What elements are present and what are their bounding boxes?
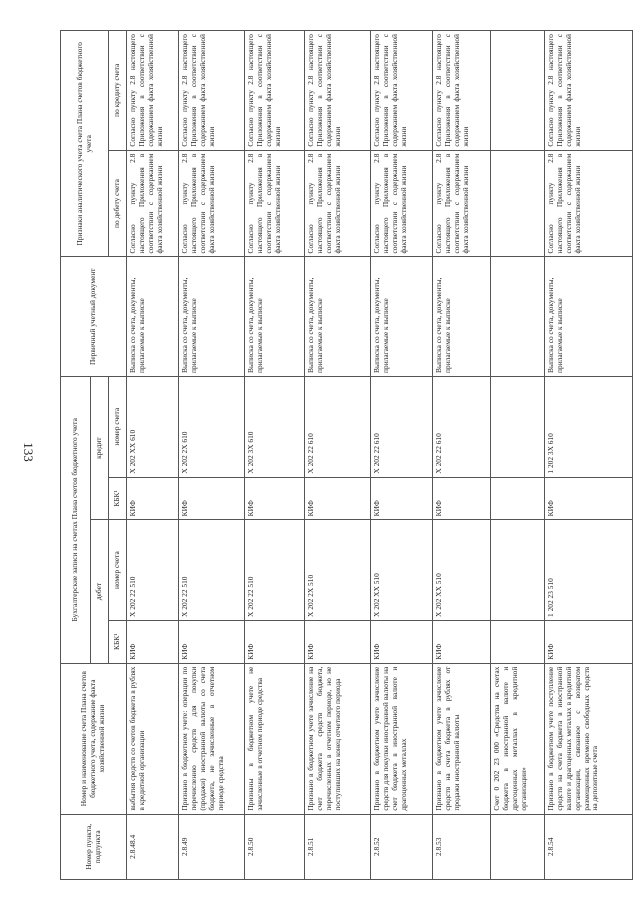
header-credit: кредит [91, 376, 109, 519]
credit-kbk [491, 477, 545, 520]
header-number: Номер пункта, подпункта [61, 814, 127, 879]
debit-kbk: КИФ [305, 620, 371, 663]
analytics-credit: Согласно пункту 2.8 настоящего Приложения в соответствии с содержанием факта хозяйственной жизни [433, 31, 491, 151]
analytics-debit: Согласно пункту 2.8 настоящего Приложения в соответствии с содержанием факта хозяйственной жизни [127, 150, 179, 257]
table-row [179, 31, 245, 880]
rotated-table-region [60, 30, 620, 880]
header-by-debit: по дебету счета [109, 150, 127, 257]
analytics-debit: Согласно пункту 2.8 настоящего Приложения в соответствии с содержанием факта хозяйственной жизни [545, 150, 633, 257]
row-number: 2.8.52 [371, 814, 433, 879]
table-row [127, 31, 179, 880]
table-row [433, 31, 491, 880]
credit-account: Х 202 3Х 610 [245, 376, 305, 477]
page-number: 133 [21, 442, 36, 462]
row-name: Признано в бюджетном учете зачисление средств на счета бюджета в рублях от продажи иностранной валюты [433, 663, 491, 814]
row-name: выбытия средств со счетов бюджета в рублях в кредитной организации [127, 663, 179, 814]
credit-kbk: КИФ [245, 477, 305, 520]
debit-kbk: КИФ [433, 620, 491, 663]
row-name: Признаны в бюджетном учете не зачисленные в отчетном периоде средства [245, 663, 305, 814]
credit-account: Х 202 22 610 [371, 376, 433, 477]
header-debit-kbk: КБК¹ [109, 620, 127, 663]
credit-account: Х 202 2Х 610 [179, 376, 245, 477]
analytics-credit: Согласно пункту 2.8 настоящего Приложения в соответствии с содержанием факта хозяйственной жизни [179, 31, 245, 151]
primary-document: Выписка со счета, документы, прилагаемые к выписке [245, 257, 305, 376]
credit-kbk: КИФ [127, 477, 179, 520]
analytics-debit: Согласно пункту 2.8 настоящего Приложения в соответствии с содержанием факта хозяйственной жизни [305, 150, 371, 257]
header-by-credit: по кредиту счета [109, 31, 127, 151]
analytics-debit: Согласно пункту 2.8 настоящего Приложения в соответствии с содержанием факта хозяйственной жизни [371, 150, 433, 257]
header-document: Первичный учетный документ [61, 257, 127, 376]
row-number: 2.8.54 [545, 814, 633, 879]
debit-kbk: КИФ [179, 620, 245, 663]
row-name: Признано в бюджетном учете поступление средств на счета бюджета в иностранной валюте и драгоценных металлах в кредитной организации, связанное с возвратом размещенных временно свободных средств на депозитные счета [545, 663, 633, 814]
row-number: 2.8.49 [179, 814, 245, 879]
analytics-credit: Согласно пункту 2.8 настоящего Приложения в соответствии с содержанием факта хозяйственной жизни [245, 31, 305, 151]
debit-kbk [491, 620, 545, 663]
table-row [305, 31, 371, 880]
row-name: Признано в бюджетном учете зачисление на счет бюджета средств бюджета, перечисленных в отчетном периоде, но не поступивших на конец отчетного периода [305, 663, 371, 814]
debit-account: Х 202 ХХ 510 [433, 520, 491, 621]
analytics-credit: Согласно пункту 2.8 настоящего Приложения в соответствии с содержанием факта хозяйственной жизни [127, 31, 179, 151]
debit-account: Х 202 22 510 [245, 520, 305, 621]
credit-account [491, 376, 545, 477]
primary-document: Выписка со счета, документы, прилагаемые к выписке [305, 257, 371, 376]
header-debit-account: номер счета [109, 520, 127, 621]
credit-account: Х 202 22 610 [433, 376, 491, 477]
debit-kbk: КИФ [545, 620, 633, 663]
credit-account: Х 202 22 610 [305, 376, 371, 477]
debit-kbk: КИФ [245, 620, 305, 663]
primary-document [491, 257, 545, 376]
primary-document: Выписка со счета, документы, прилагаемые к выписке [433, 257, 491, 376]
row-number [491, 814, 545, 879]
row-name: Счет 0 202 23 000 «Средства на счетах бюджета в иностранной валюте и драгоценных металлах в кредитной организации» [491, 663, 545, 814]
header-name: Номер и наименование счета Плана счетов бюджетного учета, содержание факта хозяйственной жизни [61, 663, 127, 814]
table-row [371, 31, 433, 880]
header-entries: Бухгалтерские записи на счетах Плана счетов бюджетного учета [61, 376, 91, 663]
row-number: 2.8.50 [245, 814, 305, 879]
analytics-credit [491, 31, 545, 151]
credit-kbk: КИФ [371, 477, 433, 520]
table-row [245, 31, 305, 880]
analytics-debit [491, 150, 545, 257]
row-number: 2.8.53 [433, 814, 491, 879]
analytics-debit: Согласно пункту 2.8 настоящего Приложения в соответствии с содержанием факта хозяйственной жизни [245, 150, 305, 257]
header-analytics: Признаки аналитического учета счета Плана счетов бюджетного учета [61, 31, 109, 257]
analytics-debit: Согласно пункту 2.8 настоящего Приложения в соответствии с содержанием факта хозяйственной жизни [433, 150, 491, 257]
credit-kbk: КИФ [305, 477, 371, 520]
analytics-credit: Согласно пункту 2.8 настоящего Приложения в соответствии с содержанием факта хозяйственной жизни [371, 31, 433, 151]
analytics-credit: Согласно пункту 2.8 настоящего Приложения в соответствии с содержанием факта хозяйственной жизни [305, 31, 371, 151]
credit-account: 1 202 3Х 610 [545, 376, 633, 477]
analytics-debit: Согласно пункту 2.8 настоящего Приложения в соответствии с содержанием факта хозяйственной жизни [179, 150, 245, 257]
credit-kbk: КИФ [433, 477, 491, 520]
row-name: Признано в бюджетном учете: операции по перечислению средств для покупки (продажи) иностранной валюты со счета бюджета, не зачисленные в отчетном периоде средства [179, 663, 245, 814]
table-row [491, 31, 545, 880]
accounting-table [60, 30, 633, 880]
header-debit: дебет [91, 520, 109, 663]
debit-account: 1 202 23 510 [545, 520, 633, 621]
debit-account: Х 202 ХХ 510 [371, 520, 433, 621]
credit-kbk: КИФ [545, 477, 633, 520]
row-number: 2.8.51 [305, 814, 371, 879]
header-credit-kbk: КБК¹ [109, 477, 127, 520]
primary-document: Выписка со счета, документы, прилагаемые к выписке [545, 257, 633, 376]
credit-account: Х 202 ХХ 610 [127, 376, 179, 477]
debit-account: Х 202 22 510 [127, 520, 179, 621]
primary-document: Выписка со счета, документы, прилагаемые к выписке [371, 257, 433, 376]
debit-account: Х 202 22 510 [179, 520, 245, 621]
row-number: 2.8.48.4 [127, 814, 179, 879]
row-name: Признано в бюджетном учете зачисление средств для покупки иностранной валюты на счет бюджета в иностранной валюте и драгоценных металлах [371, 663, 433, 814]
debit-kbk: КИФ [127, 620, 179, 663]
credit-kbk: КИФ [179, 477, 245, 520]
debit-kbk: КИФ [371, 620, 433, 663]
primary-document: Выписка со счета, документы, прилагаемые к выписке [127, 257, 179, 376]
header-credit-account: номер счета [109, 376, 127, 477]
table-row [545, 31, 633, 880]
debit-account [491, 520, 545, 621]
primary-document: Выписка со счета, документы, прилагаемые к выписке [179, 257, 245, 376]
debit-account: Х 202 2Х 510 [305, 520, 371, 621]
analytics-credit: Согласно пункту 2.8 настоящего Приложения в соответствии с содержанием факта хозяйственной жизни [545, 31, 633, 151]
